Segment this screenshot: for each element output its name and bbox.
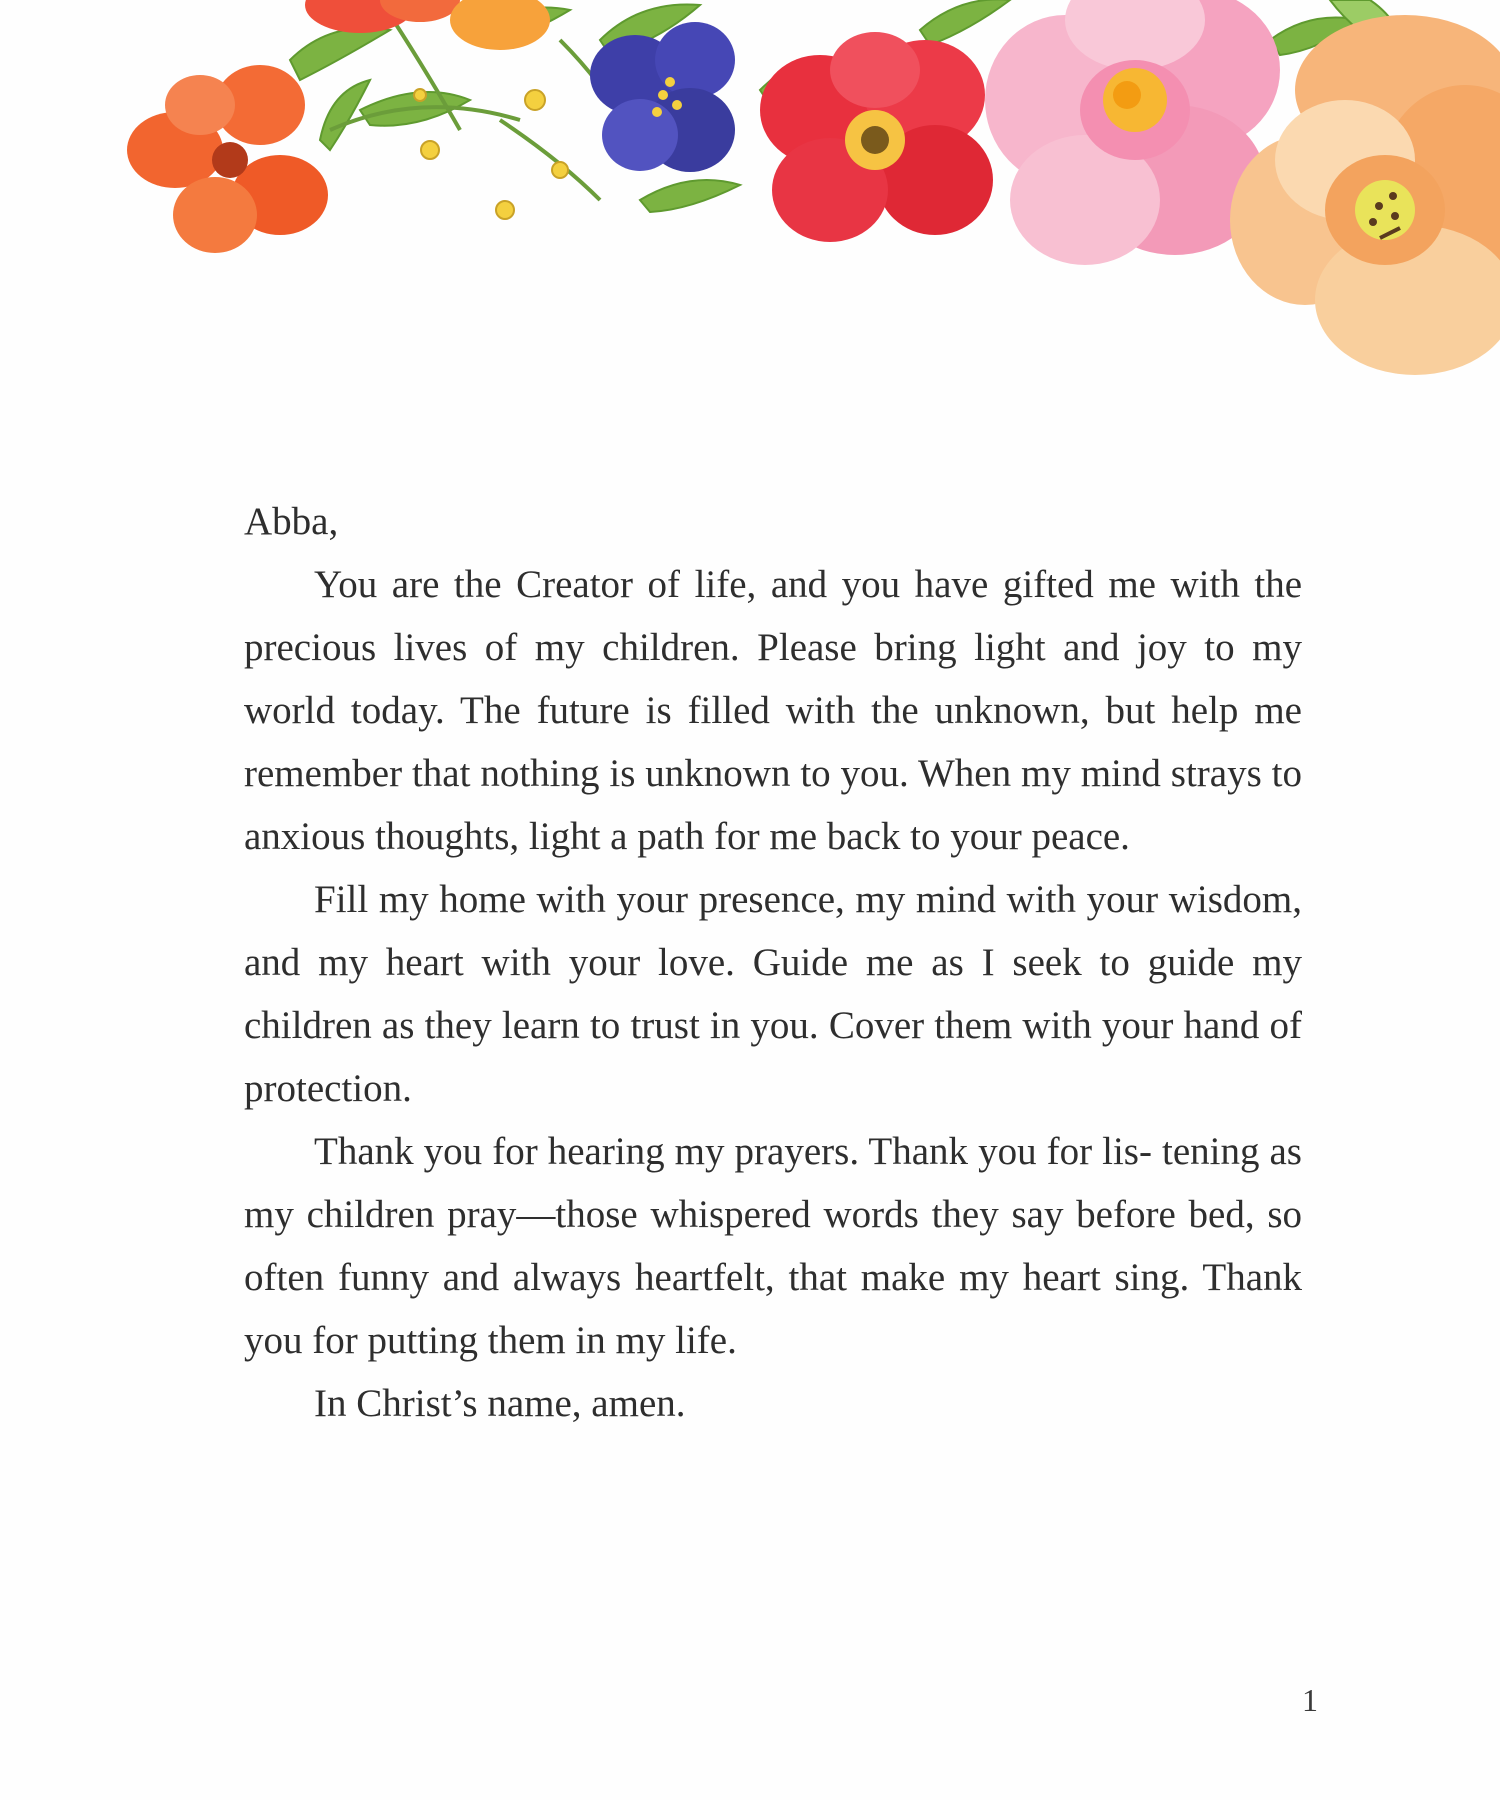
prayer-salutation: Abba, (244, 500, 339, 543)
prayer-paragraph: Fill my home with your presence, my mind with your wisdom, and my heart with your love. Guide me as I seek to guide my children as they learn to trust in you. Cover them with your hand of protection. (244, 878, 1302, 1110)
blue-flower-icon (590, 22, 735, 172)
page-number: 1 (1302, 1682, 1318, 1718)
prayer-closing: In Christ’s name, amen. (314, 1382, 686, 1425)
prayer-text (244, 490, 1302, 1435)
prayer-paragraph: You are the Creator of life, and you have gifted me with the precious lives of my children. Please bring light and joy to my world today. The future is filled with the unknown, but help me remember that nothing is unknown to you. When my mind strays to anxious thoughts, light a path for me back to your peace. (244, 563, 1302, 858)
orange-flower-icon (450, 0, 550, 50)
red-poppy-icon (760, 32, 993, 242)
prayer-paragraph: Thank you for hearing my prayers. Thank you for lis- tening as my children pray—those whispered words they say before bed, so often funny and always heartfelt, that make my heart sing. Thank you for putting them in my life. (244, 1130, 1302, 1362)
floral-border-illustration (0, 0, 1500, 400)
red-flower-icon (305, 0, 460, 33)
orange-flower-icon (127, 65, 328, 253)
